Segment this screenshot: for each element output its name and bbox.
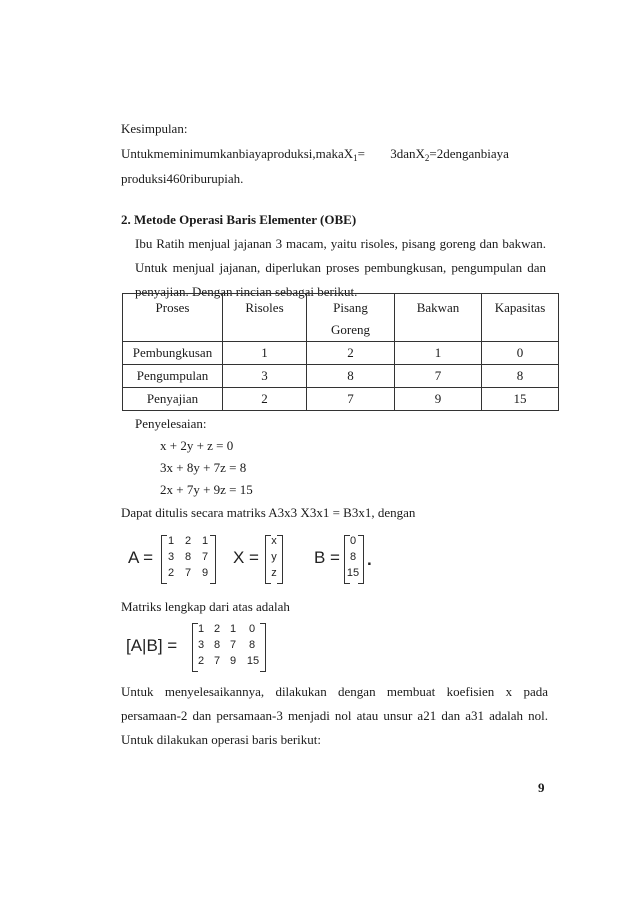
matrix-cell: 8 bbox=[349, 551, 357, 563]
matrix-a-label: A = bbox=[128, 548, 154, 567]
matrix-period: . bbox=[367, 550, 372, 569]
table-cell: 8 bbox=[482, 365, 559, 388]
matrix-bracket bbox=[277, 535, 283, 584]
matrix-cell: 3 bbox=[197, 639, 205, 651]
matrix-cell: 2 bbox=[167, 567, 175, 579]
header-proses: Proses bbox=[123, 294, 223, 342]
kesimpulan-line-1: Untukmeminimumkanbiayaproduksi,makaX$_1$= 3danX$_2$=2denganbiaya bbox=[121, 146, 509, 163]
matrix-cell: y bbox=[271, 551, 277, 563]
matrix-cell: 7 bbox=[184, 567, 192, 579]
table-cell: 2 bbox=[307, 342, 395, 365]
matrix-cell: 0 bbox=[248, 623, 256, 635]
table-cell: 2 bbox=[223, 388, 307, 411]
header-risoles: Risoles bbox=[223, 294, 307, 342]
table-cell: Penyajian bbox=[123, 388, 223, 411]
matrix-cell: z bbox=[271, 567, 277, 579]
matrix-cell: 7 bbox=[213, 655, 221, 667]
matrix-cell: 8 bbox=[248, 639, 256, 651]
augmented-matrix-image bbox=[126, 621, 286, 673]
table-cell: 1 bbox=[223, 342, 307, 365]
matrix-cell: 8 bbox=[184, 551, 192, 563]
table-cell: 1 bbox=[395, 342, 482, 365]
matrix-cell: 0 bbox=[349, 535, 357, 547]
matrix-cell: 15 bbox=[246, 655, 260, 667]
augmented-intro: Matriks lengkap dari atas adalah bbox=[121, 599, 290, 614]
matrix-bracket bbox=[260, 623, 266, 672]
table-cell: 7 bbox=[395, 365, 482, 388]
matrix-cell: x bbox=[271, 535, 277, 547]
matrix-cell: 3 bbox=[167, 551, 175, 563]
matrix-bracket bbox=[358, 535, 364, 584]
matrix-cell: 1 bbox=[201, 535, 209, 547]
closing-line-1: Untuk menyelesaikannya, dilakukan dengan membuat koefisien x pada bbox=[121, 684, 548, 699]
equation-2: 3x + 8y + 7z = 8 bbox=[160, 460, 247, 475]
table-cell: 9 bbox=[395, 388, 482, 411]
matrix-equation-image bbox=[126, 533, 376, 585]
kesimpulan-heading: Kesimpulan: bbox=[121, 121, 188, 136]
matrix-cell: 2 bbox=[197, 655, 205, 667]
closing-line-2: persamaan-2 dan persamaan-3 menjadi nol atau unsur a21 dan a31 adalah nol. bbox=[121, 708, 548, 723]
table-cell: 0 bbox=[482, 342, 559, 365]
table-cell: Pengumpulan bbox=[123, 365, 223, 388]
matrix-cell: 1 bbox=[229, 623, 237, 635]
kesimpulan-line-2: produksi460riburupiah. bbox=[121, 171, 244, 186]
equation-1: x + 2y + z = 0 bbox=[160, 438, 234, 453]
table-cell: 7 bbox=[307, 388, 395, 411]
table-cell: 15 bbox=[482, 388, 559, 411]
intro-paragraph-line-2: Untuk menjual jajanan, diperlukan proses pembungkusan, pengumpulan dan bbox=[135, 260, 546, 275]
augmented-label: [A|B] = bbox=[126, 636, 178, 655]
table-row bbox=[123, 365, 559, 388]
table-row bbox=[123, 342, 559, 365]
process-table bbox=[122, 293, 559, 411]
matrix-cell: 9 bbox=[201, 567, 209, 579]
matrix-cell: 8 bbox=[213, 639, 221, 651]
matrix-form-text: Dapat ditulis secara matriks A3x3 X3x1 = B3x1, dengan bbox=[121, 505, 416, 520]
matrix-cell: 1 bbox=[167, 535, 175, 547]
section-title: 2. Metode Operasi Baris Elementer (OBE) bbox=[121, 212, 357, 227]
header-bakwan: Bakwan bbox=[395, 294, 482, 342]
matrix-bracket bbox=[210, 535, 216, 584]
header-pisang-goreng: Pisang Goreng bbox=[307, 294, 395, 342]
header-kapasitas: Kapasitas bbox=[482, 294, 559, 342]
table-cell: 8 bbox=[307, 365, 395, 388]
matrix-cell: 2 bbox=[184, 535, 192, 547]
equation-3: 2x + 7y + 9z = 15 bbox=[160, 482, 253, 497]
matrix-cell: 9 bbox=[229, 655, 237, 667]
intro-paragraph-line-3: penyajian. Dengan rincian sebagai berikut. bbox=[135, 284, 358, 299]
matrix-cell: 7 bbox=[201, 551, 209, 563]
matrix-cell: 15 bbox=[346, 567, 360, 579]
table-cell: Pembungkusan bbox=[123, 342, 223, 365]
closing-line-3: Untuk dilakukan operasi baris berikut: bbox=[121, 732, 322, 747]
matrix-cell: 1 bbox=[197, 623, 205, 635]
matrix-x-label: X = bbox=[233, 548, 259, 567]
table-row bbox=[123, 388, 559, 411]
matrix-cell: 7 bbox=[229, 639, 237, 651]
table-header-row bbox=[123, 294, 559, 342]
table-cell: 3 bbox=[223, 365, 307, 388]
matrix-cell: 2 bbox=[213, 623, 221, 635]
intro-paragraph-line-1: Ibu Ratih menjual jajanan 3 macam, yaitu risoles, pisang goreng dan bakwan. bbox=[135, 236, 546, 251]
page-number: 9 bbox=[538, 780, 545, 795]
matrix-b-label: B = bbox=[314, 548, 340, 567]
solution-label: Penyelesaian: bbox=[135, 416, 207, 431]
